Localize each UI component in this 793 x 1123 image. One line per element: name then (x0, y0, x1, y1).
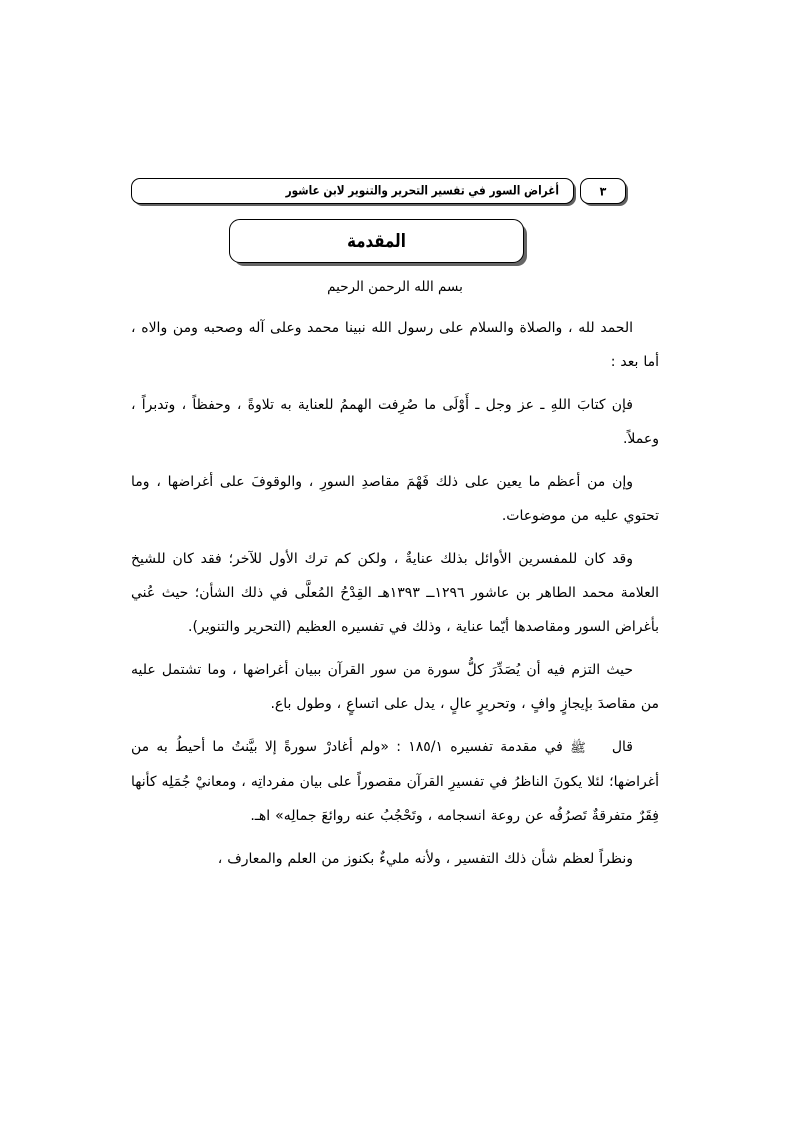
basmala-line: بسم الله الرحمن الرحيم (327, 279, 463, 295)
running-header (131, 178, 626, 204)
running-title-text: أغراض السور في تفسير التحرير والتنوير لابن عاشور (285, 183, 559, 198)
running-title-box (131, 178, 574, 204)
rahimahullah-ornament-icon: ﷺ (570, 740, 586, 756)
paragraph-mufassirin-awail: وقد كان للمفسرين الأوائل بذلك عنايةٌ ، ولكن كم ترك الأول للآخر؛ فقد كان للشيخ العلامة محمد الطاهر بن عاشور ١٢٩٦ــ ١٣٩٣هـ القِدْحُ المُعلَّى في ذلك الشأن؛ حيث عُني بأغراض السور ومقاصدها أيّما عناية ، وذلك في تفسيره العظيم (التحرير والتنوير). (131, 550, 659, 635)
paragraph-iltizam: حيث التزم فيه أن يُصَدِّرَ كلُّ سورة من سور القرآن ببيان أغراضها ، وما تشتمل عليه من مقاصدَ بإيجازٍ وافٍ ، وتحريرٍ عالٍ ، يدل على اتساعٍ ، وطول باع. (131, 661, 659, 712)
body-text-column (131, 281, 659, 885)
paragraph-kitab-allah: فإن كتابَ اللهِ ـ عز وجل ـ أَوْلَى ما صُرِفت الهممُ للعناية به تلاوةً ، وحفظاً ، وتدبراً ، وعملاً. (131, 396, 659, 447)
paragraph-maqasid-suwar: وإن من أعظم ما يعين على ذلك فَهْمَ مقاصدِ السورِ ، والوقوفَ على أغراضها ، وما تحتوي عليه من موضوعات. (131, 473, 659, 524)
quote-body-text: في مقدمة تفسيره ١٨٥/١ : «ولم أغادرْ سورةً إلا بيَّنتُ ما أحيطُ به من أغراضها؛ لئلا يكونَ الناظرُ في تفسيرِ القرآن مقصوراً على بيان مفرداتِه ، ومعانيْ جُمَلِه كأنها فِقَرٌ متفرقةٌ تَصرُفُه عن روعة انسجامه ، وتَحْجُبُ عنه روائعَ جمالِه» اهـ. (131, 738, 659, 824)
quote-attribution-prefix: قال (611, 738, 633, 755)
paragraph-quote (131, 730, 659, 833)
paragraph-hamdalah: الحمد لله ، والصلاة والسلام على رسول الله نبينا محمد وعلى آله وصحبه ومن والاه ، أما بعد : (131, 319, 659, 370)
page-number-text: ٣ (599, 183, 607, 199)
paragraph-nazaran: ونظراً لعظم شأن ذلك التفسير ، ولأنه مليءٌ بكنوز من العلم والمعارف ، (217, 850, 633, 867)
chapter-title-box (229, 219, 524, 263)
chapter-title-text: المقدمة (347, 229, 406, 252)
page-number-box (580, 178, 626, 204)
